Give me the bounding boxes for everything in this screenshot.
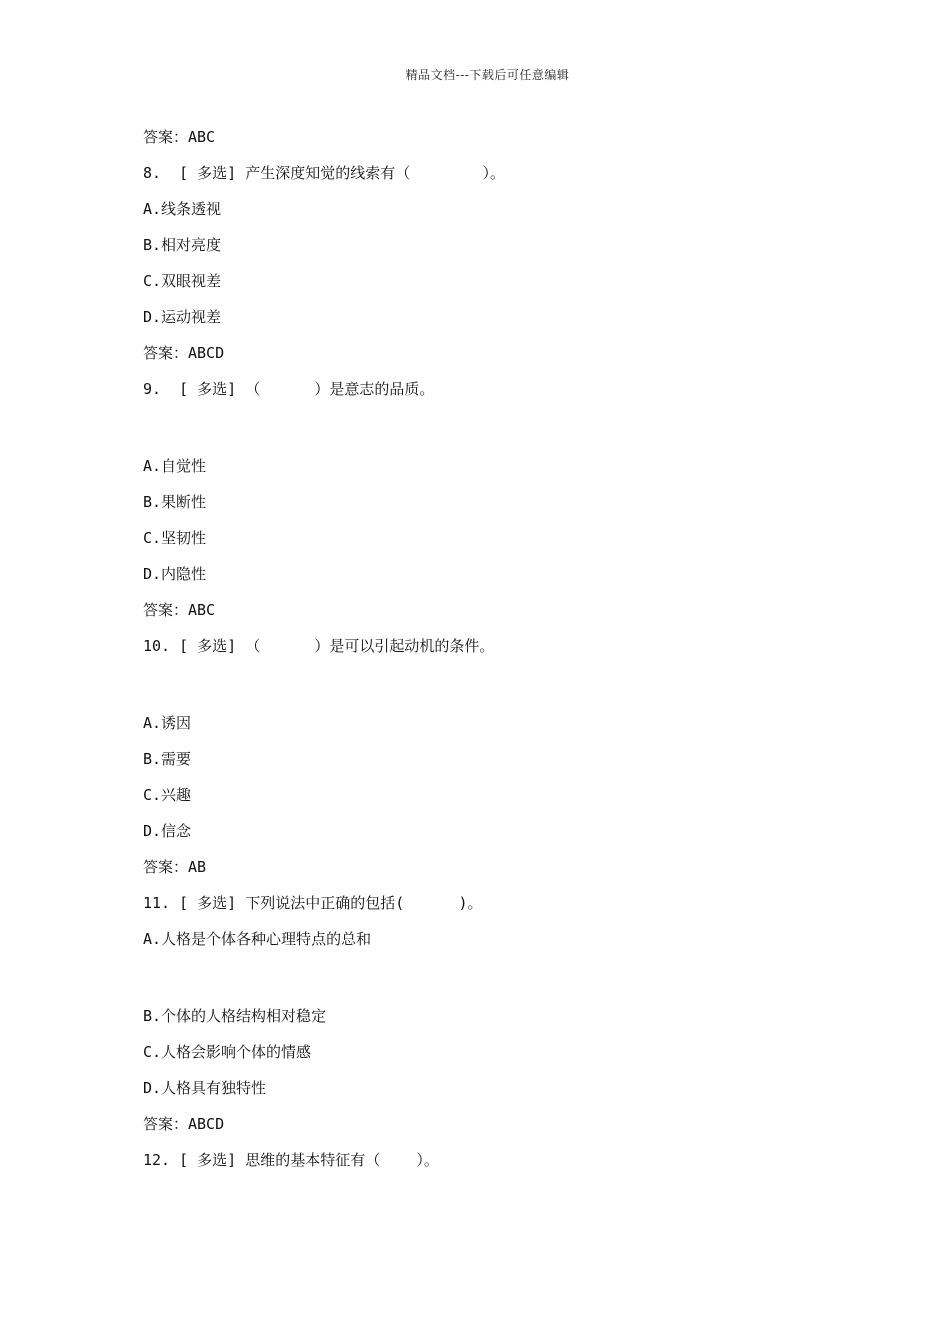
question-8: 8. [ 多选] 产生深度知觉的线索有（ ）。 <box>143 164 505 182</box>
answer-line: 答案：ABCD <box>143 1115 225 1133</box>
option-line: C.兴趣 <box>143 786 192 804</box>
question-10: 10. [ 多选] （ ）是可以引起动机的条件。 <box>143 637 495 655</box>
page-header: 精品文档---下载后可任意编辑 <box>405 68 570 82</box>
option-line: A.线条透视 <box>143 200 222 218</box>
option-line: A.诱因 <box>143 714 192 732</box>
answer-line: 答案：ABC <box>143 601 216 619</box>
answer-line: 答案：ABC <box>143 128 216 146</box>
question-12: 12. [ 多选] 思维的基本特征有（ ）。 <box>143 1151 439 1169</box>
option-line: C.人格会影响个体的情感 <box>143 1043 312 1061</box>
option-line: B.需要 <box>143 750 192 768</box>
answer-line: 答案：ABCD <box>143 344 225 362</box>
option-line: A.人格是个体各种心理特点的总和 <box>143 930 372 948</box>
question-9: 9. [ 多选] （ ）是意志的品质。 <box>143 380 435 398</box>
option-line: A.自觉性 <box>143 457 207 475</box>
option-line: D.内隐性 <box>143 565 207 583</box>
option-line: D.人格具有独特性 <box>143 1079 267 1097</box>
option-line: C.坚韧性 <box>143 529 207 547</box>
answer-line: 答案：AB <box>143 858 207 876</box>
option-line: D.运动视差 <box>143 308 222 326</box>
option-line: B.果断性 <box>143 493 207 511</box>
question-11: 11. [ 多选] 下列说法中正确的包括( )。 <box>143 894 483 912</box>
option-line: B.个体的人格结构相对稳定 <box>143 1007 327 1025</box>
option-line: C.双眼视差 <box>143 272 222 290</box>
option-line: D.信念 <box>143 822 192 840</box>
option-line: B.相对亮度 <box>143 236 222 254</box>
